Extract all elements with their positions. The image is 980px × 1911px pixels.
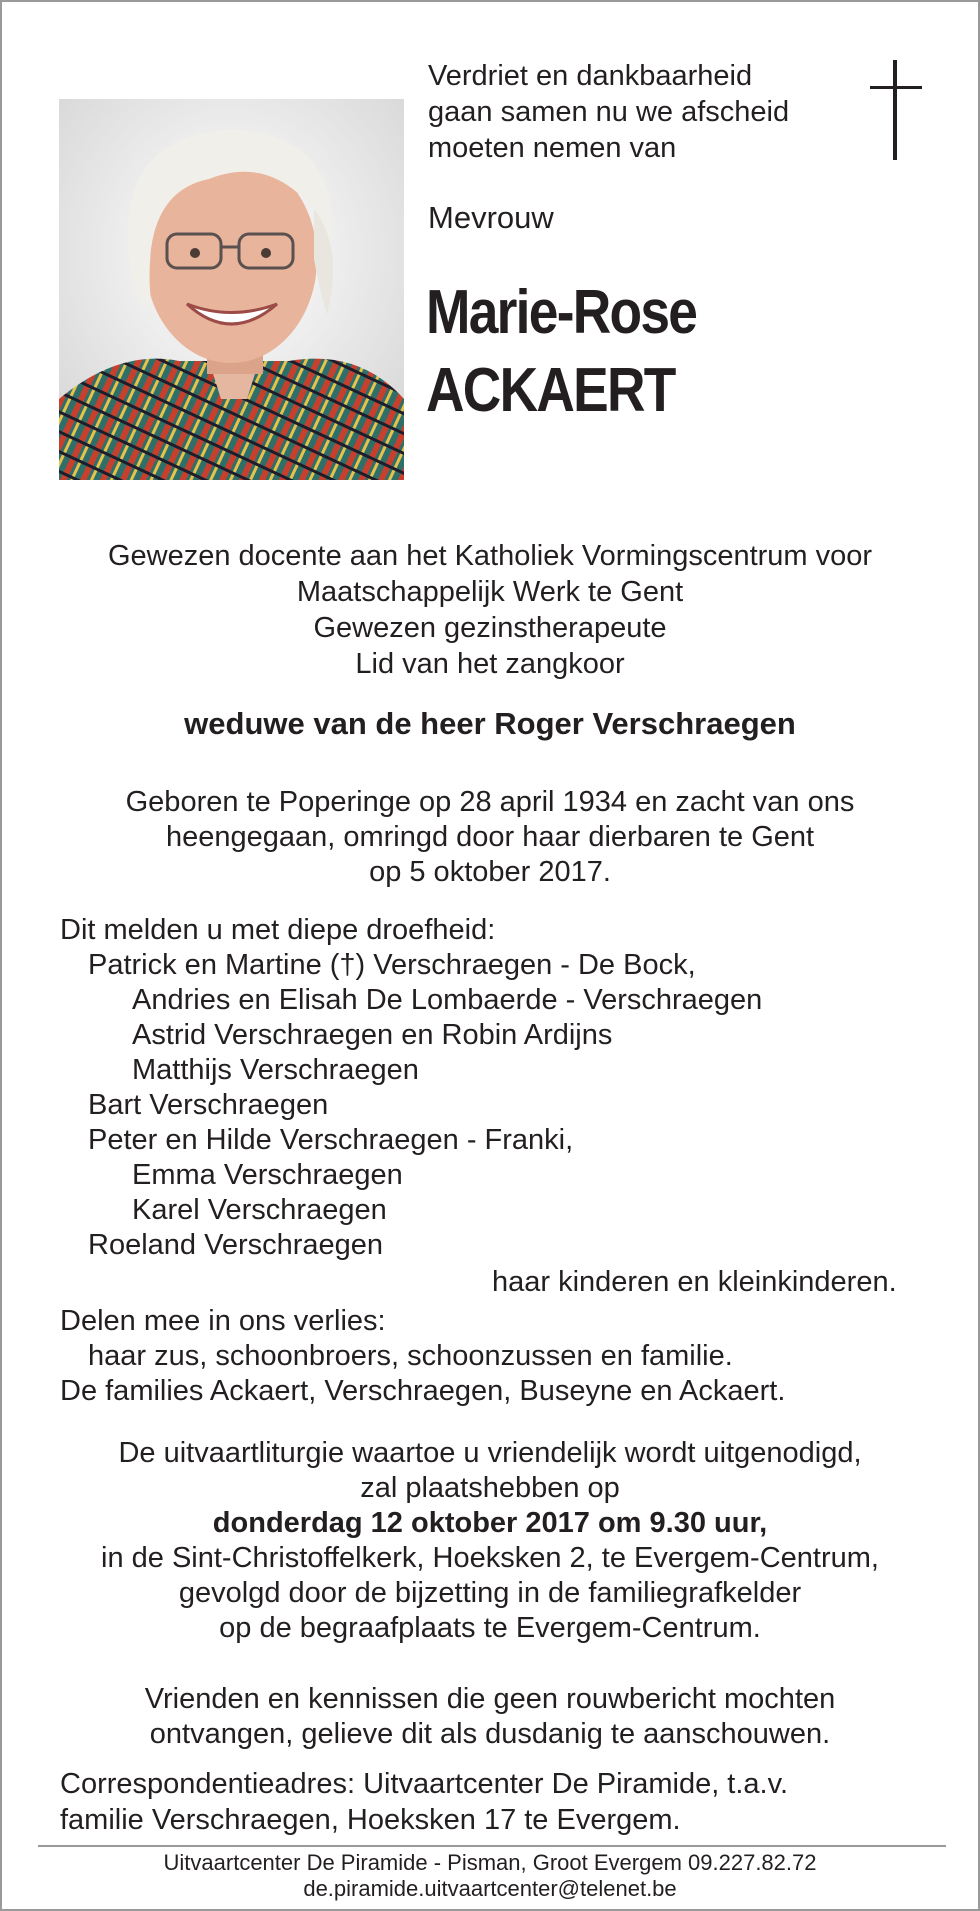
- career-line: Maatschappelijk Werk te Gent: [296, 576, 684, 608]
- intro-line: gaan samen nu we afscheid: [428, 96, 790, 128]
- career-line: Lid van het zangkoor: [355, 648, 625, 680]
- share-list: [60, 1304, 785, 1409]
- family-member: Astrid Verschraegen en Robin Ardijns: [132, 1019, 613, 1051]
- share-line: haar zus, schoonbroers, schoonzussen en familie.: [88, 1340, 733, 1372]
- family-member: Emma Verschraegen: [132, 1159, 403, 1191]
- correspondence-line: Correspondentieadres: Uitvaartcenter De Piramide, t.a.v.: [60, 1768, 789, 1800]
- career-text: [2, 538, 978, 682]
- children-closing: haar kinderen en kleinkinderen.: [492, 1266, 897, 1298]
- career-line: Gewezen docente aan het Katholiek Vormingscentrum voor: [107, 540, 873, 572]
- birth-line: op 5 oktober 2017.: [369, 856, 611, 888]
- footer-divider: [38, 1845, 946, 1847]
- intro-text: [428, 58, 789, 166]
- family-member: Peter en Hilde Verschraegen - Franki,: [88, 1124, 574, 1156]
- family-member: Bart Verschraegen: [88, 1089, 329, 1121]
- funeral-line: De uitvaartliturgie waartoe u vriendelijk wordt uitgenodigd,: [118, 1437, 862, 1469]
- birth-text: [2, 785, 978, 890]
- funeral-line: gevolgd door de bijzetting in de familiegrafkelder: [178, 1577, 802, 1609]
- announcement-list: [60, 913, 762, 1263]
- birth-line: heengegaan, omringd door haar dierbaren te Gent: [165, 821, 815, 853]
- friends-line: ontvangen, gelieve dit als dusdanig te aanschouwen.: [149, 1718, 831, 1750]
- career-line: Gewezen gezinstherapeute: [313, 612, 667, 644]
- friends-line: Vrienden en kennissen die geen rouwbericht mochten: [144, 1683, 836, 1715]
- funeral-line: zal plaatshebben op: [360, 1472, 620, 1504]
- salutation: Mevrouw: [428, 200, 554, 235]
- share-line: De families Ackaert, Verschraegen, Buseyne en Ackaert.: [60, 1375, 786, 1407]
- correspondence-address: [60, 1766, 788, 1838]
- first-name: Marie-Rose: [426, 278, 697, 347]
- intro-line: Verdriet en dankbaarheid: [428, 60, 753, 92]
- funeral-home-email: de.piramide.uitvaartcenter@telenet.be: [303, 1876, 677, 1901]
- announcement-heading: Dit melden u met diepe droefheid:: [60, 914, 496, 946]
- funeral-info: [2, 1436, 978, 1646]
- correspondence-line: familie Verschraegen, Hoeksken 17 te Evergem.: [60, 1804, 681, 1836]
- family-member: Karel Verschraegen: [132, 1194, 387, 1226]
- deceased-name: [426, 274, 696, 430]
- family-member: Patrick en Martine (†) Verschraegen - De Bock,: [88, 949, 696, 981]
- family-member: Andries en Elisah De Lombaerde - Verschraegen: [132, 984, 763, 1016]
- footer: [2, 1850, 978, 1902]
- friends-note: [2, 1682, 978, 1752]
- funeral-line: op de begraafplaats te Evergem-Centrum.: [219, 1612, 761, 1644]
- portrait-photo: [59, 99, 404, 480]
- birth-line: Geboren te Poperinge op 28 april 1934 en zacht van ons: [125, 786, 855, 818]
- family-member: Matthijs Verschraegen: [132, 1054, 419, 1086]
- funeral-home-line: Uitvaartcenter De Piramide - Pisman, Groot Evergem 09.227.82.72: [163, 1850, 817, 1875]
- portrait-illustration: [59, 99, 404, 480]
- cross-icon: [864, 60, 928, 160]
- family-member: Roeland Verschraegen: [88, 1229, 384, 1261]
- widow-line: weduwe van de heer Roger Verschraegen: [184, 706, 796, 741]
- funeral-line: in de Sint-Christoffelkerk, Hoeksken 2, te Evergem-Centrum,: [101, 1542, 879, 1574]
- intro-line: moeten nemen van: [428, 132, 677, 164]
- funeral-date: donderdag 12 oktober 2017 om 9.30 uur,: [212, 1507, 768, 1539]
- last-name: ACKAERT: [426, 356, 675, 425]
- share-heading: Delen mee in ons verlies:: [60, 1305, 386, 1337]
